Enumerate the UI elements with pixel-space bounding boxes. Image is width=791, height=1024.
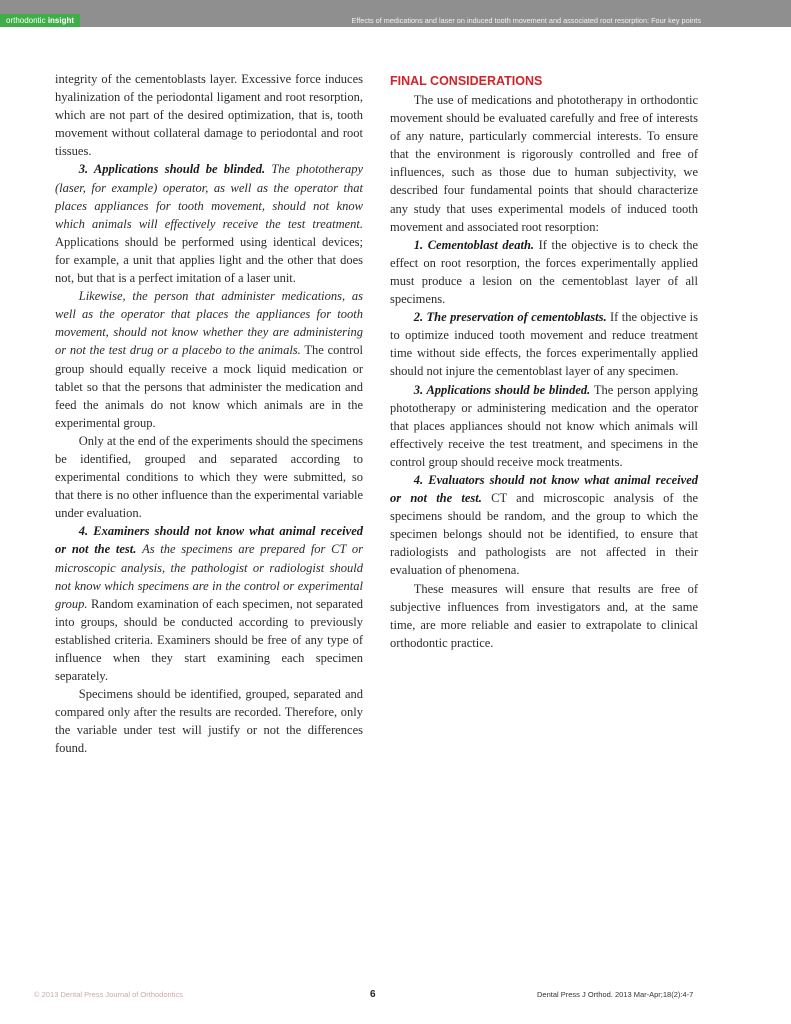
point-heading: 3. Applications should be blinded. bbox=[413, 382, 591, 397]
paragraph bbox=[390, 471, 698, 580]
point-heading: 1. Cementoblast death. bbox=[413, 237, 535, 252]
point-heading: 3. Applications should be blinded. bbox=[78, 162, 266, 177]
point-heading: 4. Examiners should not know what animal received or not the test. bbox=[55, 524, 363, 557]
paragraph: The use of medications and phototherapy in orthodontic movement should be evaluated carefully and free of interests of any nature, particularly commercial interests. To ensure that the environment is rigorously controlled and free of influences, such as those due to human subjectivity, we described four fundamental points that should characterize any study that uses experimental models of induced tooth movement and associated root resorption: bbox=[390, 93, 698, 234]
paragraph bbox=[55, 287, 363, 432]
point-heading: 2. The preservation of cementoblasts. bbox=[413, 310, 607, 325]
body-text: If the objective is to check the effect on root resorption, the forces experimentally applied must produce a lesion on the cementoblast layer of all specimens. bbox=[390, 237, 698, 307]
body-text: CT and microscopic analysis of the specimens should be random, and the group to which the specimen belongs should not be identified, to ensure that radiologists and pathologists are not affected in their evaluation of phenomena. bbox=[390, 491, 699, 578]
copyright: © 2013 Dental Press Journal of Orthodontics bbox=[34, 990, 183, 999]
paragraph bbox=[390, 381, 698, 471]
point-heading: 4. Evaluators should not know what animal received or not the test. bbox=[390, 472, 698, 506]
italic-text: The phototherapy (laser, for example) operator, as well as the operator that places appliances for tooth movement, should not know which animals will effectively receive the test treatment. bbox=[55, 162, 363, 231]
body-text: Random examination of each specimen, not separated into groups, should be conducted according to previously established criteria. Examiners should be free of any type of influence when they start examining each specimen separately. bbox=[55, 596, 364, 684]
section-tab-label: orthodontic bbox=[6, 16, 48, 25]
page-number: 6 bbox=[370, 989, 376, 1000]
paragraph bbox=[55, 522, 363, 685]
paragraph bbox=[390, 236, 698, 308]
paragraph: Specimens should be identified, grouped, separated and compared only after the results are recorded. Therefore, only the variable under test will justify or not the differences found. bbox=[55, 687, 363, 756]
body-text: Applications should be performed using identical devices; for example, a unit that applies light and the other that does not, but that is a perfect imitation of a laser unit. bbox=[55, 234, 363, 286]
paragraph: integrity of the cementoblasts layer. Excessive force induces hyalinization of the periodontal ligament and root resorption, which are not part of the desired optimization, that is, tooth movement without collateral damage to periodontal and root tissues. bbox=[55, 72, 363, 159]
section-heading: FINAL CONSIDERATIONS bbox=[390, 74, 543, 88]
body-text: The person applying phototherapy or administering medication and the operator that places appliances should not know which animals will effectively receive the test treatment, and specimens in the control group should receive mock treatments. bbox=[390, 382, 698, 469]
section-tab bbox=[0, 14, 80, 27]
paragraph bbox=[55, 160, 363, 287]
paragraph: Only at the end of the experiments should the specimens be identified, grouped and separated according to experimental conditions to which they were submitted, so that there is no other influence than the experimental variable under evaluation. bbox=[55, 433, 363, 521]
italic-text: Likewise, the person that administer medications, as well as the operator that places the appliances for tooth movement, should not know whether they are administering or not the test drug or a placebo to the animals. bbox=[55, 289, 363, 358]
header-bar bbox=[0, 0, 791, 27]
paragraph: These measures will ensure that results are free of subjective influences from investigators and, at the same time, are more reliable and easier to extrapolate to clinical orthodontic practice. bbox=[390, 581, 698, 650]
left-column bbox=[55, 70, 363, 758]
paragraph bbox=[390, 308, 698, 380]
body-text: If the objective is to optimize induced tooth movement and reduce treatment time without side effects, the forces experimentally applied should not injure the cementoblast layer of any specimen. bbox=[390, 310, 699, 379]
citation: Dental Press J Orthod. 2013 Mar-Apr;18(2):4-7 bbox=[537, 990, 694, 999]
italic-text: As the specimens are prepared for CT or microscopic analysis, the pathologist or radiologist should not know which specimens are in the control or experimental group. bbox=[55, 542, 363, 611]
right-column bbox=[390, 70, 698, 652]
running-title: Effects of medications and laser on induced tooth movement and associated root resorption: Four key points bbox=[351, 16, 701, 25]
section-tab-bold: insight bbox=[47, 16, 75, 25]
body-text: The control group should equally receive a mock liquid medication or tablet so that the persons that administer the medication and feed the animals do not know which animals are in the experimental group. bbox=[55, 343, 363, 430]
